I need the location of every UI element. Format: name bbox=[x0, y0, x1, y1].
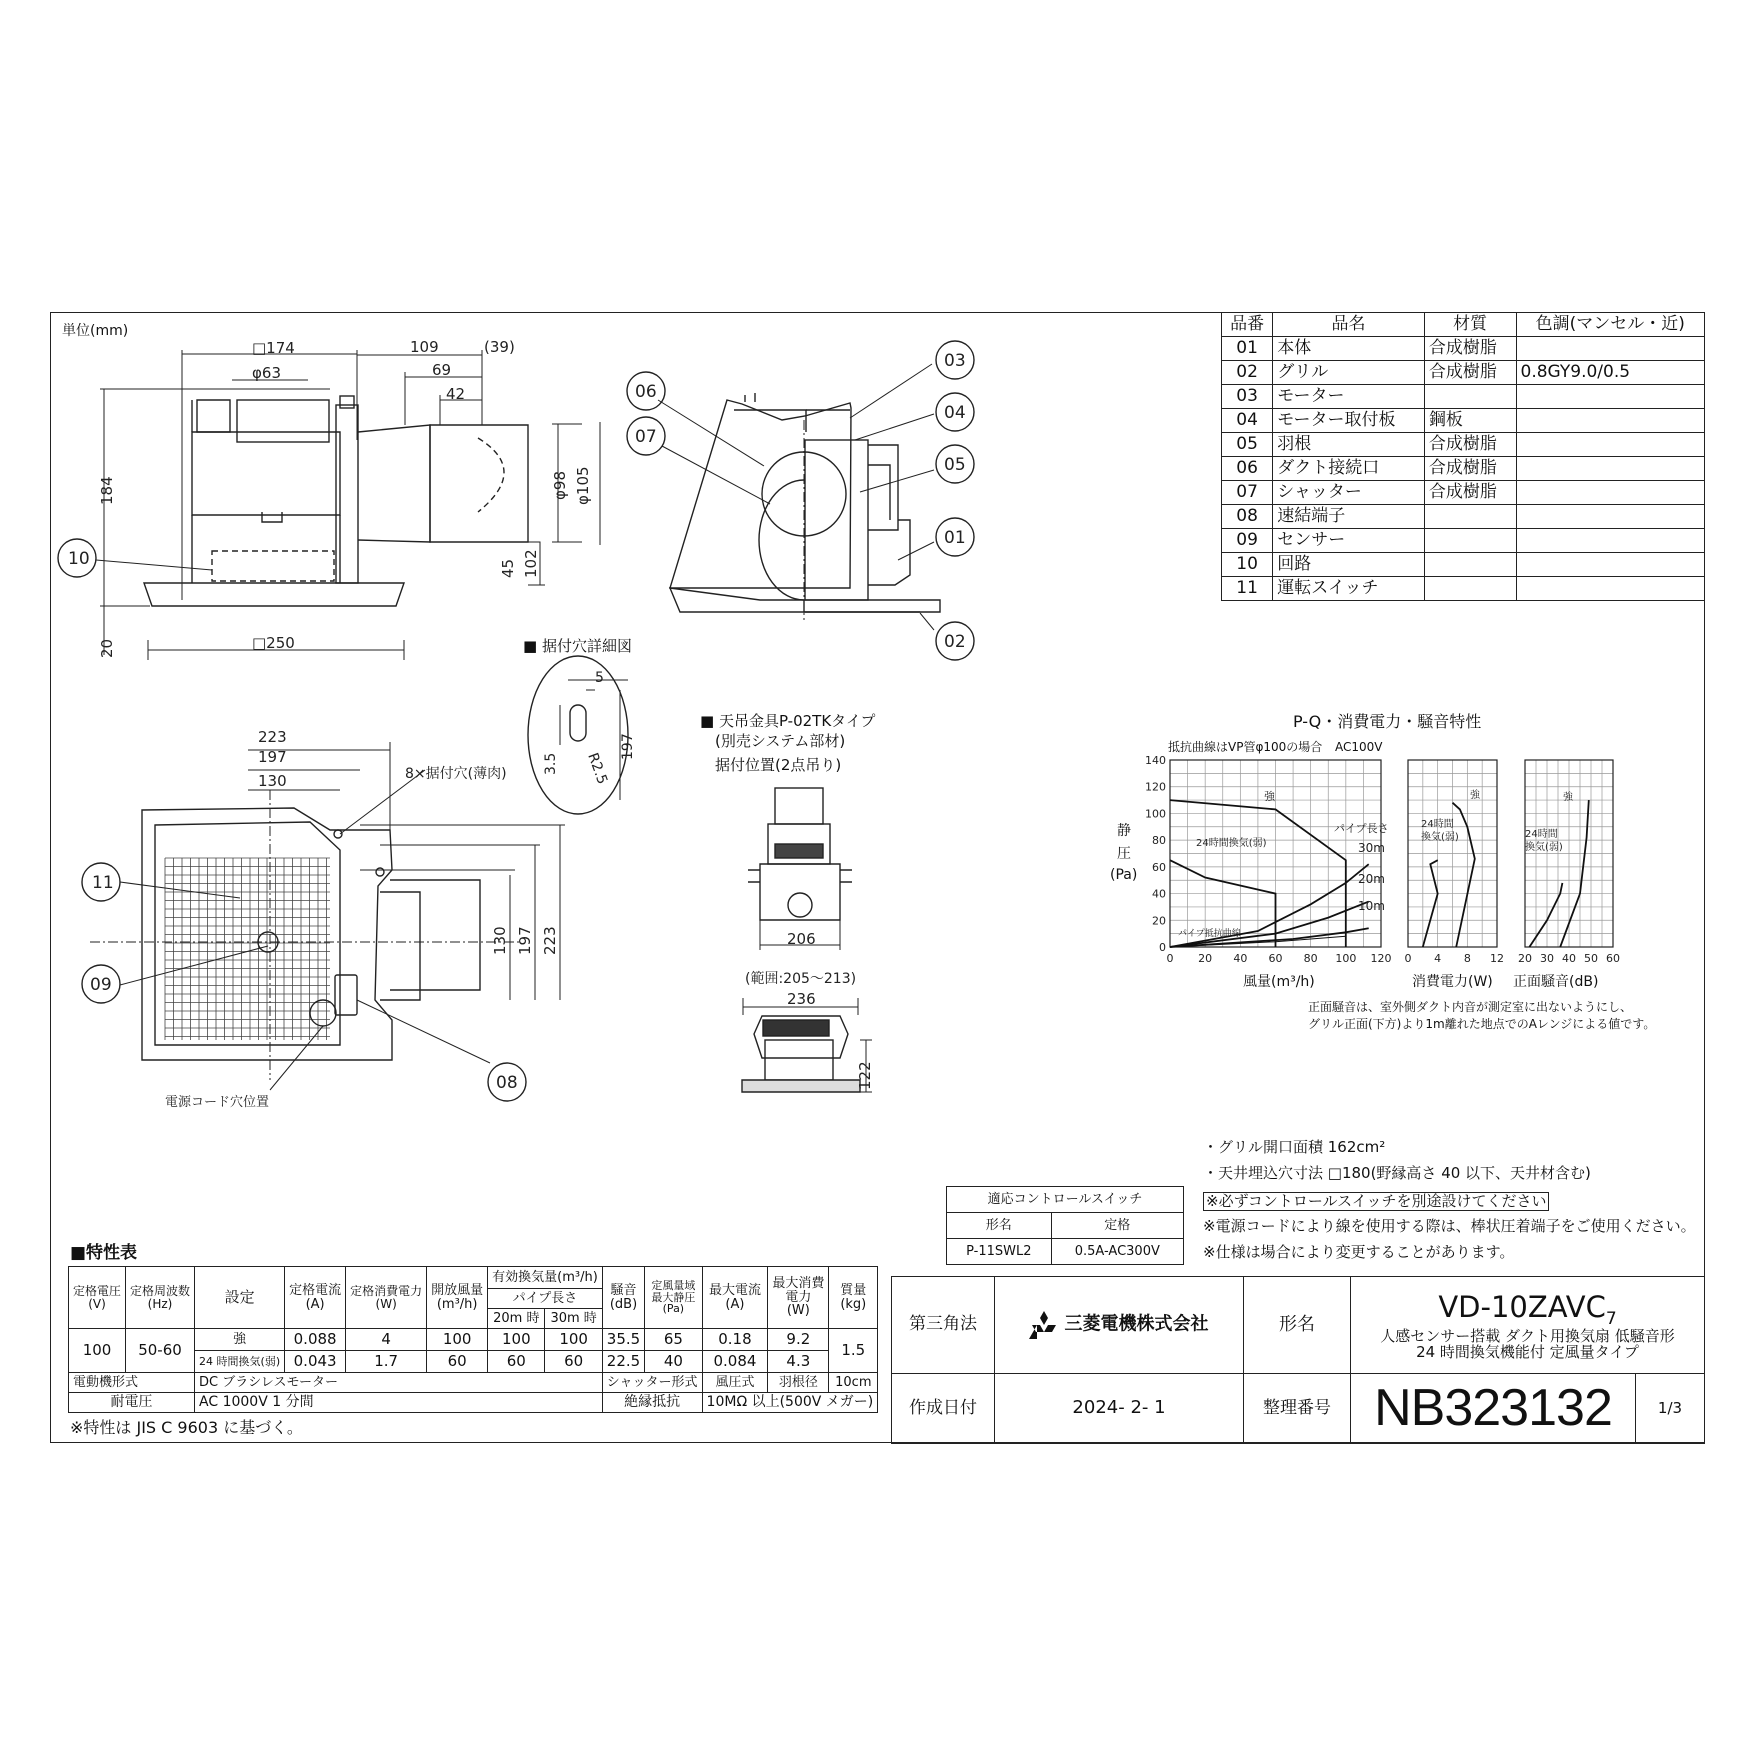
label-30m: 30m bbox=[1358, 841, 1385, 855]
parts-cell: 08 bbox=[1222, 505, 1273, 529]
motor-value: DC ブラシレスモーター bbox=[195, 1373, 603, 1393]
parts-header-3: 色調(マンセル・近) bbox=[1516, 313, 1704, 337]
label-pipe-len: パイプ長さ bbox=[1334, 822, 1389, 835]
note-4: ※電源コードにより線を使用する際は、棒状圧着端子をご使用ください。 bbox=[1203, 1217, 1696, 1235]
mitsubishi-logo-icon bbox=[1029, 1311, 1059, 1339]
label-strong-power: 強 bbox=[1470, 790, 1480, 801]
val-p20-strong: 100 bbox=[488, 1329, 545, 1351]
callout-09: 09 bbox=[90, 975, 112, 995]
val-maxc-strong: 0.18 bbox=[702, 1329, 768, 1351]
parts-cell: 07 bbox=[1222, 481, 1273, 505]
dim-42: 42 bbox=[446, 385, 466, 403]
parts-header-2: 材質 bbox=[1424, 313, 1516, 337]
chart-title: P-Q・消費電力・騒音特性 bbox=[1293, 712, 1482, 731]
dim-phi105: φ105 bbox=[574, 466, 592, 505]
pq-xlabel: 風量(m³/h) bbox=[1243, 974, 1315, 990]
blade-label: 羽根径 bbox=[768, 1373, 829, 1393]
dim-250: □250 bbox=[252, 634, 295, 652]
chart-note-top: 抵抗曲線はVP管φ100の場合 bbox=[1168, 740, 1323, 754]
x-tick-label: 0 bbox=[1404, 952, 1412, 965]
blade-value: 10cm bbox=[829, 1373, 878, 1393]
x-tick-label: 0 bbox=[1166, 952, 1174, 965]
x-tick-label: 40 bbox=[1562, 952, 1576, 965]
val-freq: 50-60 bbox=[126, 1329, 195, 1373]
note-3: ※必ずコントロールスイッチを別途設けてください bbox=[1203, 1192, 1549, 1211]
parts-cell: モーター取付板 bbox=[1273, 409, 1425, 433]
note-2: ・天井埋込穴寸法 □180(野縁高さ 40 以下、天井材含む) bbox=[1203, 1164, 1591, 1182]
u-power: (W) bbox=[375, 1296, 397, 1311]
val-noise-weak: 22.5 bbox=[602, 1351, 644, 1373]
h-static: 定風量域最大静圧 bbox=[651, 1279, 696, 1304]
dim-223-h: 223 bbox=[258, 728, 287, 746]
chart-footnote-2: グリル正面(下方)より1m離れた地点でのAレンジによる値です。 bbox=[1308, 1017, 1656, 1031]
dim-20: 20 bbox=[98, 638, 116, 658]
parts-cell: 06 bbox=[1222, 457, 1273, 481]
dim-45: 45 bbox=[499, 558, 517, 578]
parts-cell: 回路 bbox=[1273, 553, 1425, 577]
callout-06: 06 bbox=[635, 382, 657, 402]
val-noise-strong: 35.5 bbox=[602, 1329, 644, 1351]
power-xlabel: 消費電力(W) bbox=[1412, 974, 1493, 990]
parts-cell: 合成樹脂 bbox=[1424, 433, 1516, 457]
parts-cell: 01 bbox=[1222, 337, 1273, 361]
model-desc-1: 人感センサー搭載 ダクト用換気扇 低騒音形 bbox=[1380, 1326, 1675, 1345]
h-max-power: 最大消費電力 bbox=[772, 1276, 825, 1305]
h-eff-flow: 有効換気量(m³/h) bbox=[488, 1267, 603, 1289]
section-view bbox=[627, 341, 974, 660]
dim-r2.5: R2.5 bbox=[584, 750, 611, 787]
date-label: 作成日付 bbox=[892, 1374, 995, 1444]
dim-3.5: 3.5 bbox=[543, 752, 559, 775]
note-1: ・グリル開口面積 162cm² bbox=[1203, 1138, 1386, 1156]
h-pipe-len: パイプ長さ bbox=[488, 1289, 603, 1309]
parts-cell: 羽根 bbox=[1273, 433, 1425, 457]
x-tick-label: 4 bbox=[1434, 952, 1442, 965]
h-open-flow: 開放風量 bbox=[431, 1282, 484, 1298]
val-current-strong: 0.088 bbox=[285, 1329, 346, 1351]
val-setting-weak: 24 時間換気(弱) bbox=[195, 1351, 285, 1373]
dim-197-h: 197 bbox=[258, 748, 287, 766]
performance-chart bbox=[1145, 754, 1620, 965]
label-20m: 20m bbox=[1358, 872, 1385, 886]
spec-title: ■特性表 bbox=[70, 1243, 138, 1263]
y-tick-label: 20 bbox=[1152, 914, 1166, 928]
val-voltage: 100 bbox=[69, 1329, 126, 1373]
insulation-label: 絶縁抵抗 bbox=[602, 1393, 702, 1413]
val-maxp-strong: 9.2 bbox=[768, 1329, 829, 1351]
label-weak-power-1: 24時間 bbox=[1421, 819, 1454, 830]
dim-phi63: φ63 bbox=[252, 364, 281, 382]
h-voltage: 定格電圧 bbox=[73, 1283, 122, 1298]
val-mass: 1.5 bbox=[829, 1329, 878, 1373]
dim-109: 109 bbox=[410, 338, 439, 356]
shutter-label: シャッター形式 bbox=[602, 1373, 702, 1393]
dim-130-v: 130 bbox=[491, 926, 509, 955]
u-current: (A) bbox=[305, 1296, 325, 1312]
model-label: 形名 bbox=[1244, 1277, 1351, 1374]
label-strong-pq: 強 bbox=[1264, 790, 1275, 803]
val-static-strong: 65 bbox=[645, 1329, 702, 1351]
h-p20: 20m 時 bbox=[488, 1309, 545, 1329]
page-number: 1/3 bbox=[1636, 1374, 1705, 1444]
cs-title: 適応コントロールスイッチ bbox=[947, 1187, 1184, 1213]
h-p30: 30m 時 bbox=[545, 1309, 602, 1329]
parts-header-1: 品名 bbox=[1273, 313, 1425, 337]
spec-table bbox=[68, 1266, 878, 1413]
parts-cell: 11 bbox=[1222, 577, 1273, 601]
h-noise: 騒音 bbox=[610, 1282, 637, 1298]
series-line bbox=[1529, 883, 1562, 947]
hanger-line-2: (別売システム部材) bbox=[715, 732, 846, 750]
u-noise: (dB) bbox=[609, 1296, 638, 1312]
u-freq: (Hz) bbox=[147, 1296, 173, 1311]
x-tick-label: 40 bbox=[1233, 952, 1248, 965]
val-static-weak: 40 bbox=[645, 1351, 702, 1373]
parts-cell: シャッター bbox=[1273, 481, 1425, 505]
label-weak-noise-2: 換気(弱) bbox=[1525, 842, 1563, 853]
chart-voltage: AC100V bbox=[1335, 740, 1383, 754]
y-tick-label: 120 bbox=[1145, 780, 1166, 794]
dim-range: (範囲:205～213) bbox=[745, 971, 857, 987]
dim-197-v: 197 bbox=[516, 926, 534, 955]
dim-phi98: φ98 bbox=[551, 471, 569, 500]
model-suffix: 7 bbox=[1605, 1308, 1617, 1329]
h-max-current: 最大電流 bbox=[708, 1282, 761, 1298]
label-strong-noise: 強 bbox=[1563, 792, 1573, 803]
parts-cell: 合成樹脂 bbox=[1424, 337, 1516, 361]
dim-122: 122 bbox=[856, 1061, 874, 1090]
label-pipe-curve: パイプ抵抗曲線 bbox=[1178, 929, 1241, 939]
parts-cell: 速結端子 bbox=[1273, 505, 1425, 529]
label-10m: 10m bbox=[1358, 899, 1385, 913]
dim-69: 69 bbox=[432, 361, 452, 379]
side-view bbox=[58, 350, 600, 660]
cs-model: P-11SWL2 bbox=[947, 1239, 1052, 1265]
y-tick-label: 80 bbox=[1152, 834, 1166, 848]
val-open-weak: 60 bbox=[427, 1351, 488, 1373]
callout-05: 05 bbox=[944, 455, 966, 475]
y-tick-label: 0 bbox=[1159, 941, 1166, 954]
dim-39: (39) bbox=[484, 338, 515, 356]
val-p30-strong: 100 bbox=[545, 1329, 602, 1351]
mount-hole-detail bbox=[528, 656, 628, 814]
h-mass: 質量 bbox=[840, 1282, 867, 1298]
label-weak-pq: 24時間換気(弱) bbox=[1196, 838, 1267, 849]
chart-panel-2 bbox=[1518, 760, 1620, 965]
dim-223-v: 223 bbox=[541, 926, 559, 955]
dim-5: 5 bbox=[595, 670, 604, 686]
bottom-view bbox=[82, 742, 565, 1101]
company-name: 三菱電機株式会社 bbox=[1064, 1313, 1209, 1335]
val-power-strong: 4 bbox=[346, 1329, 427, 1351]
parts-cell: 合成樹脂 bbox=[1424, 361, 1516, 385]
h-current: 定格電流 bbox=[289, 1282, 342, 1298]
parts-cell: 運転スイッチ bbox=[1273, 577, 1425, 601]
note-5: ※仕様は場合により変更することがあります。 bbox=[1203, 1243, 1515, 1261]
label-weak-power-2: 換気(弱) bbox=[1421, 832, 1459, 843]
val-maxp-weak: 4.3 bbox=[768, 1351, 829, 1373]
val-setting-strong: 強 bbox=[195, 1329, 285, 1351]
y-tick-label: 60 bbox=[1152, 860, 1166, 874]
control-switch-table bbox=[946, 1186, 1184, 1265]
cs-h1: 形名 bbox=[947, 1213, 1052, 1239]
u-voltage: (V) bbox=[88, 1296, 106, 1311]
parts-cell: 09 bbox=[1222, 529, 1273, 553]
dim-184: 184 bbox=[98, 476, 116, 505]
u-mass: (kg) bbox=[840, 1296, 867, 1312]
dim-102: 102 bbox=[522, 549, 540, 578]
x-tick-label: 80 bbox=[1303, 952, 1318, 965]
series-line bbox=[1560, 800, 1589, 947]
y-tick-label: 140 bbox=[1145, 754, 1166, 767]
y-tick-label: 40 bbox=[1152, 887, 1166, 901]
x-tick-label: 100 bbox=[1335, 952, 1357, 965]
mount-hole-title: ■ 据付穴詳細図 bbox=[523, 637, 632, 655]
insulation-value: 10MΩ 以上(500V メガー) bbox=[702, 1393, 878, 1413]
withstand-label: 耐電圧 bbox=[69, 1393, 195, 1413]
ylabel-1: 静 bbox=[1117, 823, 1131, 839]
spec-footnote: ※特性は JIS C 9603 に基づく。 bbox=[70, 1418, 303, 1437]
parts-cell: 合成樹脂 bbox=[1424, 457, 1516, 481]
parts-cell: 合成樹脂 bbox=[1424, 481, 1516, 505]
chart-footnote-1: 正面騒音は、室外側ダクト内音が測定室に出ないようにし、 bbox=[1308, 1000, 1633, 1014]
parts-cell: 0.8GY9.0/0.5 bbox=[1516, 361, 1704, 385]
x-tick-label: 12 bbox=[1490, 952, 1504, 965]
withstand-value: AC 1000V 1 分間 bbox=[195, 1393, 603, 1413]
x-tick-label: 120 bbox=[1370, 952, 1392, 965]
ylabel-3: (Pa) bbox=[1110, 867, 1138, 883]
hanger-line-1: ■ 天吊金具P-02TKタイプ bbox=[700, 712, 876, 730]
cs-h2: 定格 bbox=[1051, 1213, 1183, 1239]
cs-rating: 0.5A-AC300V bbox=[1051, 1239, 1183, 1265]
ref-label: 整理番号 bbox=[1244, 1374, 1351, 1444]
val-power-weak: 1.7 bbox=[346, 1351, 427, 1373]
y-tick-label: 100 bbox=[1145, 807, 1166, 821]
model-number: VD-10ZAVC bbox=[1438, 1289, 1606, 1324]
u-static: (Pa) bbox=[662, 1302, 685, 1316]
callout-07: 07 bbox=[635, 427, 657, 447]
dim-130-h: 130 bbox=[258, 772, 287, 790]
x-tick-label: 20 bbox=[1198, 952, 1213, 965]
u-max-power: (W) bbox=[786, 1303, 810, 1319]
callout-02: 02 bbox=[944, 632, 966, 652]
parts-cell: 05 bbox=[1222, 433, 1273, 457]
series-line bbox=[1453, 803, 1475, 947]
projection-label: 第三角法 bbox=[892, 1277, 995, 1374]
parts-cell: 03 bbox=[1222, 385, 1273, 409]
x-tick-label: 60 bbox=[1606, 952, 1620, 965]
parts-cell: 04 bbox=[1222, 409, 1273, 433]
parts-cell: 本体 bbox=[1273, 337, 1425, 361]
callout-01: 01 bbox=[944, 528, 966, 548]
x-tick-label: 30 bbox=[1540, 952, 1554, 965]
x-tick-label: 50 bbox=[1584, 952, 1598, 965]
model-desc-2: 24 時間換気機能付 定風量タイプ bbox=[1416, 1342, 1639, 1361]
dim-236: 236 bbox=[787, 990, 816, 1008]
parts-cell: グリル bbox=[1273, 361, 1425, 385]
shutter-value: 風圧式 bbox=[702, 1373, 768, 1393]
label-weak-noise-1: 24時間 bbox=[1525, 829, 1558, 840]
parts-cell: モーター bbox=[1273, 385, 1425, 409]
hanger-line-3: 据付位置(2点吊り) bbox=[715, 756, 842, 774]
cord-hole-label: 電源コード穴位置 bbox=[165, 1095, 270, 1110]
val-open-strong: 100 bbox=[427, 1329, 488, 1351]
motor-label: 電動機形式 bbox=[69, 1373, 195, 1393]
ylabel-2: 圧 bbox=[1117, 846, 1131, 862]
dim-174: □174 bbox=[252, 339, 295, 357]
x-tick-label: 60 bbox=[1268, 952, 1283, 965]
noise-xlabel: 正面騒音(dB) bbox=[1513, 974, 1599, 990]
mount-holes-label: 8×据付穴(薄肉) bbox=[405, 766, 507, 782]
parts-cell: ダクト接続口 bbox=[1273, 457, 1425, 481]
val-p20-weak: 60 bbox=[488, 1351, 545, 1373]
date-value: 2024- 2- 1 bbox=[995, 1374, 1244, 1444]
callout-04: 04 bbox=[944, 403, 966, 423]
chart-panel-1 bbox=[1405, 760, 1505, 965]
h-freq: 定格周波数 bbox=[130, 1283, 191, 1298]
dim-197-hole: 197 bbox=[620, 733, 636, 760]
h-setting: 設定 bbox=[195, 1267, 285, 1329]
h-power: 定格消費電力 bbox=[350, 1283, 423, 1298]
ref-number: NB323132 bbox=[1351, 1374, 1636, 1444]
title-block bbox=[891, 1276, 1705, 1444]
callout-08: 08 bbox=[496, 1073, 518, 1093]
parts-cell: センサー bbox=[1273, 529, 1425, 553]
callout-11: 11 bbox=[92, 873, 114, 893]
callout-10: 10 bbox=[68, 549, 90, 569]
callout-03: 03 bbox=[944, 351, 966, 371]
dim-206: 206 bbox=[787, 930, 816, 948]
x-tick-label: 8 bbox=[1463, 952, 1471, 965]
x-tick-label: 20 bbox=[1518, 952, 1532, 965]
parts-cell: 02 bbox=[1222, 361, 1273, 385]
unit-label: 単位(mm) bbox=[62, 323, 129, 339]
parts-cell: 10 bbox=[1222, 553, 1273, 577]
u-open-flow: (m³/h) bbox=[436, 1296, 478, 1312]
val-p30-weak: 60 bbox=[545, 1351, 602, 1373]
u-max-current: (A) bbox=[725, 1296, 745, 1312]
parts-header-0: 品番 bbox=[1222, 313, 1273, 337]
val-current-weak: 0.043 bbox=[285, 1351, 346, 1373]
val-maxc-weak: 0.084 bbox=[702, 1351, 768, 1373]
parts-cell: 鋼板 bbox=[1424, 409, 1516, 433]
